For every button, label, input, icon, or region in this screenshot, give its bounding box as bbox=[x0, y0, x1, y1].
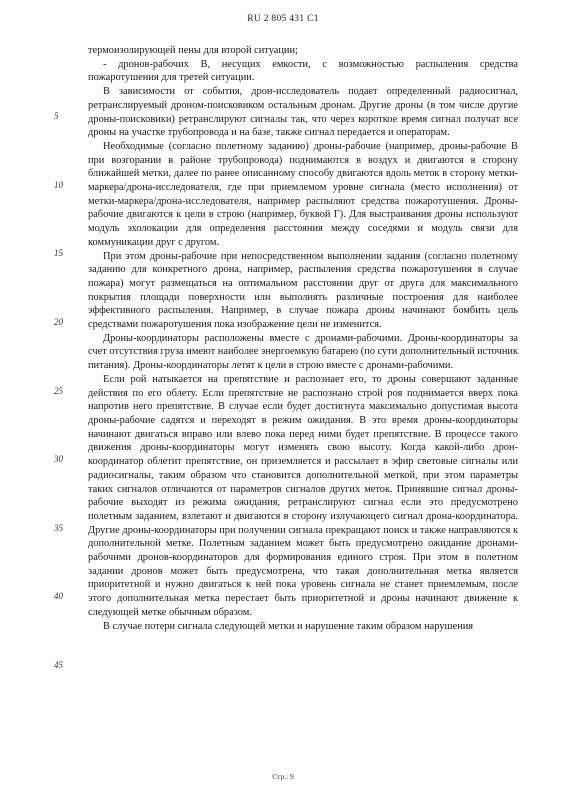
line-number-45: 45 bbox=[54, 660, 63, 670]
line-number-30: 30 bbox=[54, 454, 63, 464]
line-number-35: 35 bbox=[54, 523, 63, 533]
paragraph: Дроны-координаторы расположены вместе с дронами-рабочими. Дроны-координаторы за счет отсутствия груза имеют наиболее энергоемкую батарею (по сути дополнительный источник питания). Дроны-координаторы летят к цели в строю вместе с дронами-рабочими. bbox=[88, 332, 519, 372]
line-number-10: 10 bbox=[54, 180, 63, 190]
line-number-5: 5 bbox=[54, 111, 59, 121]
paragraph: В случае потери сигнала следующей метки и нарушение таким образом нарушения bbox=[103, 620, 474, 632]
paragraph: При этом дроны-рабочие при непосредственном выполнении задания (согласно полетному заданию для конкретного дрона, например, распыления средства пожаротушения в случае пожара) могут размещаться на оптимальном расстоянии друг от друга для максимального покрытия площади поверхности или выполнять различные построения для наиболее эффективного распыления. Например, в случае пожара дроны начинают бомбить цель средствами пожаротушения пока изображение цели не изменится. bbox=[88, 250, 518, 331]
paragraph: - дронов-рабочих В, несущих емкости, с возможностью распыления средства пожаротушения для третей ситуации. bbox=[88, 58, 518, 84]
line-number-20: 20 bbox=[54, 317, 63, 327]
paragraph: Необходимые (согласно полетному заданию) дроны-рабочие (например, дроны-рабочие В при возгорании в районе трубопровода) поднимаются в воздух и двигаются в сторону ближайшей метки, далее по ранее описанному способу двигаются вдоль меток в сторону метки-маркера/дрона-исследователя, где при приемлемом уровне сигнала (место исполнения) от метки-маркера/дрона-исследователя, например распыляют средства пожаротушения. Дроны-рабочие двигаются к цели в строю (например, буквой Г). Для выстраивания дроны используют модуль эхолокации для определения расстояния между соседями и модуль связи для коммуникации друг с другом. bbox=[88, 140, 518, 248]
line-number-15: 15 bbox=[54, 248, 63, 258]
patent-number: RU 2 805 431 C1 bbox=[247, 14, 319, 24]
paragraph: термоизолирующей пены для второй ситуации; bbox=[88, 45, 298, 56]
page-label: Стр.: 9 bbox=[272, 772, 294, 781]
document-body bbox=[88, 44, 518, 633]
line-number-40: 40 bbox=[54, 591, 63, 601]
paragraph: Если рой натыкается на препятствие и распознает его, то дроны совершают заданные действия по его облету. Если препятствие не распознано строй роя поднимается вверх пока напротив него препятствие. В случае если будет достигнута максимально допустимая высота дроны-рабочие садятся и переходят в режим ожидания. В это время дроны-координаторы начинают двигаться вправо или влево пока перед ними будет препятствие. В процессе такого движения дроны-координаторы могут изменять свою высоту. Когда какой-либо дрон-координатор облетит препятствие, он приземляется и рассылает в эфир световые сигналы или радиосигналы, таким образом что становится дополнительной меткой, при этом параметры таких сигналов отличаются от параметров сигналов других меток. Принявшие сигнал дроны-рабочие выходят из режима ожидания, ретранслируют сигнал если это предусмотрено полетным заданием, взлетают и двигаются в сторону излучающего сигнал дрона-координатора. Другие дроны-координаторы при получении сигнала прекращают поиск и также направляются к дополнительной метке. Полетным заданием может быть предусмотрено ожидание дронами-рабочими дронов-координаторов для формирования единого строя. При этом в полетном задании дронов может быть предусмотрена, что такая дополнительная метка является приоритетной и нужно двигаться к ней пока уровень сигнала не станет приемлемым, после этого дополнительная метка перестает быть приоритетной и дроны начинают движение к следующей метке обычным образом. bbox=[88, 373, 518, 618]
paragraph: В зависимости от события, дрон-исследователь подает определенный радиосигнал, ретранслируемый дроном-поисковиком остальным дронам. Другие дроны (в том числе другие дроны-поисковики) ретранслируют сигналы так, что через короткое время сигнал получат все дроны на участке трубопровода и на базе, также сигнал передается и операторам. bbox=[88, 86, 518, 139]
line-number-25: 25 bbox=[54, 386, 63, 396]
